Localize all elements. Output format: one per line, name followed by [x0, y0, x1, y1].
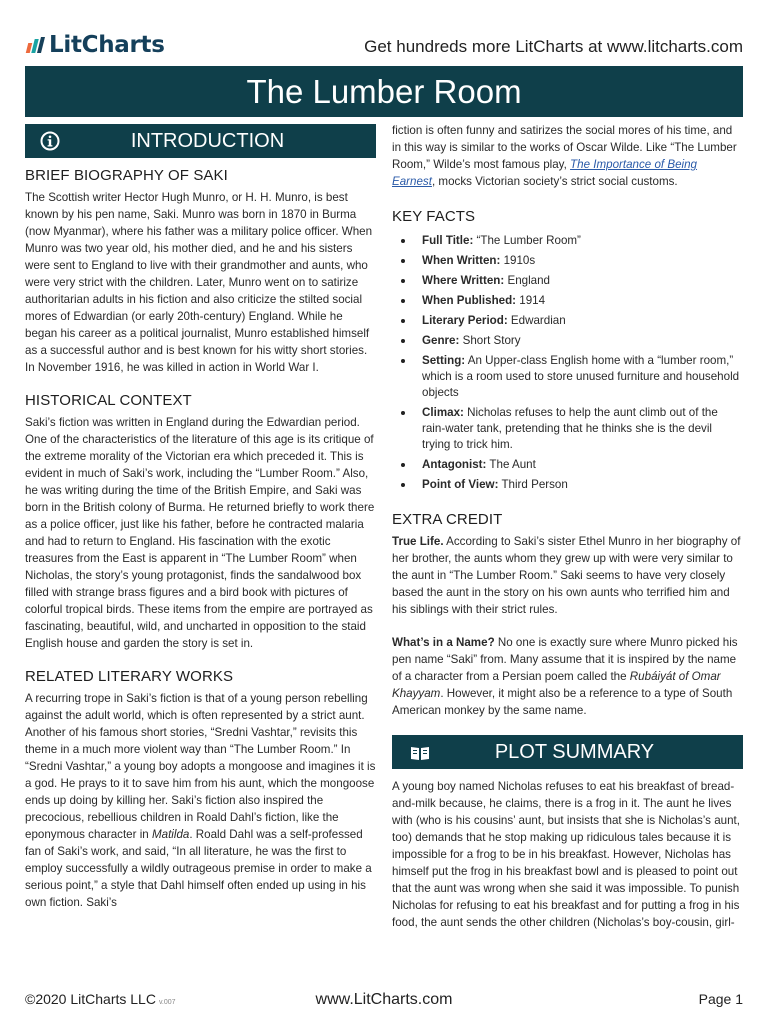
extra-credit-heading: EXTRA CREDIT [392, 511, 503, 528]
key-fact-label: Genre: [422, 334, 460, 347]
key-fact-label: Point of View: [422, 478, 499, 491]
logo-text: LitCharts [49, 32, 165, 58]
related-heading: RELATED LITERARY WORKS [25, 668, 234, 685]
right-column [392, 122, 743, 947]
key-fact-label: Setting: [422, 354, 466, 367]
plot-summary-label: PLOT SUMMARY [494, 740, 655, 763]
page-title: The Lumber Room [25, 66, 743, 117]
key-fact-item [392, 273, 743, 289]
introduction-label: INTRODUCTION [130, 129, 285, 152]
header-tagline: Get hundreds more LitCharts at www.litcharts.com [364, 37, 743, 56]
page-number: Page 1 [698, 991, 743, 1007]
introduction-section-header [25, 124, 376, 158]
footer-website-link[interactable]: www.LitCharts.com [315, 991, 453, 1008]
key-fact-value: Edwardian [507, 314, 566, 327]
key-fact-label: When Published: [422, 294, 517, 307]
key-fact-item [392, 405, 743, 453]
key-fact-value: “The Lumber Room” [473, 234, 581, 247]
open-book-icon [409, 743, 431, 763]
left-column [25, 124, 376, 927]
litcharts-logo[interactable] [27, 32, 165, 58]
extra-credit-item-name: What’s in a Name? No one is exactly sure where Munro picked his pen name “Saki” from. Many assume that it is inspired by the name of a character from a Persian poem called the Rubáiyát of Omar Khayyam. However, it might also be a reference to a type of South American monkey by the same name. [392, 636, 738, 717]
historical-heading: HISTORICAL CONTEXT [25, 392, 192, 409]
bio-text: The Scottish writer Hector Hugh Munro, or H. H. Munro, is best known by his pen name, Saki. Munro was born in 1870 in Burma (now Myanmar), where his father was a military police officer. When Munro was two year old, his mother died, and he and his sisters were sent to England to live with their grandmother and aunts, who were very strict with the children. Later, Munro went on to satirize authoritarian adults in his fiction and also criticize the stilted social mores of Edwardian (or early 20th-century) England. While he began his career as a political journalist, Munro established himself as a successful author and is best known for his witty short stories. In November 1916, he was killed in action in World War I. [25, 191, 373, 374]
key-fact-item [392, 457, 743, 473]
key-fact-item [392, 293, 743, 309]
bio-heading: BRIEF BIOGRAPHY OF SAKI [25, 167, 228, 184]
key-fact-item [392, 233, 743, 249]
key-facts-heading: KEY FACTS [392, 208, 476, 225]
key-fact-item [392, 253, 743, 269]
plot-summary-section-header [392, 735, 743, 769]
key-fact-value: The Aunt [486, 458, 536, 471]
key-fact-value: England [504, 274, 551, 287]
key-fact-item [392, 353, 743, 401]
related-text-continued: fiction is often funny and satirizes the social mores of his time, and in this way is similar to the works of Oscar Wilde. Like “The Lumber Room,” Wilde’s most famous play, The Importance of Being Earnest, mocks Victorian society’s strict social customs. [392, 124, 737, 188]
key-fact-item [392, 477, 743, 493]
key-fact-value: 1910s [500, 254, 536, 267]
copyright: ©2020 LitCharts LLC v.007 [25, 991, 176, 1007]
key-fact-item [392, 333, 743, 349]
key-fact-value: Third Person [498, 478, 568, 491]
key-fact-label: Literary Period: [422, 314, 508, 327]
key-fact-label: Climax: [422, 406, 464, 419]
logo-bars-icon [27, 37, 43, 53]
key-fact-value: Short Story [459, 334, 521, 347]
extra-credit-item-true-life: True Life. According to Saki’s sister Ethel Munro in her biography of her brother, the aunts whom they grew up with were very similar to the aunt in “The Lumber Room.” Saki seems to have very closely based the aunt in the story on his own aunts who terrified him and his siblings with their strict rules. [392, 535, 741, 616]
key-fact-label: Where Written: [422, 274, 505, 287]
page-footer [25, 991, 743, 1013]
key-fact-value: Nicholas refuses to help the aunt climb out of the rain-water tank, pretending that he thinks she is the devil trying to trick him. [422, 406, 718, 451]
page-header [0, 0, 768, 62]
key-fact-item [392, 313, 743, 329]
version: v.007 [158, 999, 176, 1006]
key-fact-label: When Written: [422, 254, 501, 267]
info-circle-icon [40, 131, 60, 151]
historical-text: Saki’s fiction was written in England during the Edwardian period. One of the characteristics of the literature of this age is its critique of the extreme morality of the Victorian era which preceded it. This is evident in much of Saki’s work, including the “Lumber Room.” Also, he was writing during the time of the British Empire, and Saki was born in the British colony of Burma. He returned briefly to work there as a police officer, just like his father, before he contracted malaria and had to return to England. His fascination with the exotic treasures from the East is apparent in “The Lumber Room” when Nicholas, the story’s young protagonist, finds the sandalwood box filled with strange brass figures and a bird book with pictures of colorful tropical birds. These items from the empire are portrayed as fascinating, beautiful, wild, and uncharted in opposition to the staid English house and garden the story is set in. [25, 416, 375, 650]
key-fact-value: An Upper-class English home with a “lumber room,” which is a room used to store unused furniture and household objects [422, 354, 740, 399]
key-facts-list [392, 233, 743, 493]
matilda-title: Matilda [151, 828, 190, 841]
importance-of-being-earnest-link[interactable]: The Importance of Being Earnest [392, 158, 698, 188]
key-fact-label: Antagonist: [422, 458, 487, 471]
related-text: A recurring trope in Saki’s fiction is that of a young person rebelling against the adult world, which is often represented by a strict aunt. Another of his famous short stories, “Sredni Vashtar,” revisits this theme in a much more violent way than “The Lumber Room.” In “Sredni Vashtar,” a young boy adopts a mongoose and imagines it is a god. He prays to it to save him from his aunt, which the mongoose ends up doing by killing her. Saki’s fiction also inspired the precocious, rebellious children in Roald Dahl’s fiction, like the eponymous character in Matilda. Roald Dahl was a self-professed fan of Saki’s work, and said, “In all literature, he was the first to employ successfully a wildly outrageous premise in order to make a serious point,” a style that Dahl himself often ended up using in his own fiction. Saki’s [25, 692, 376, 909]
key-fact-value: 1914 [516, 294, 546, 307]
key-fact-label: Full Title: [422, 234, 474, 247]
plot-summary-text: A young boy named Nicholas refuses to eat his breakfast of bread-and-milk because, he claims, there is a frog in it. The aunt he lives with (who is his cousins’ aunt, but insists that she is Nicholas’s aunt, too) demands that he stop making up ridiculous tales because it is impossible for a frog to be in his breakfast. However, Nicholas has himself put the frog in his breakfast bowl and is pleased to point out that the aunt was wrong when she said it was impossible. To punish Nicholas for refusing to eat his breakfast and for putting a frog in his food, the aunt sends the other children (Nicholas’s boy-cousin, girl- [392, 780, 740, 929]
